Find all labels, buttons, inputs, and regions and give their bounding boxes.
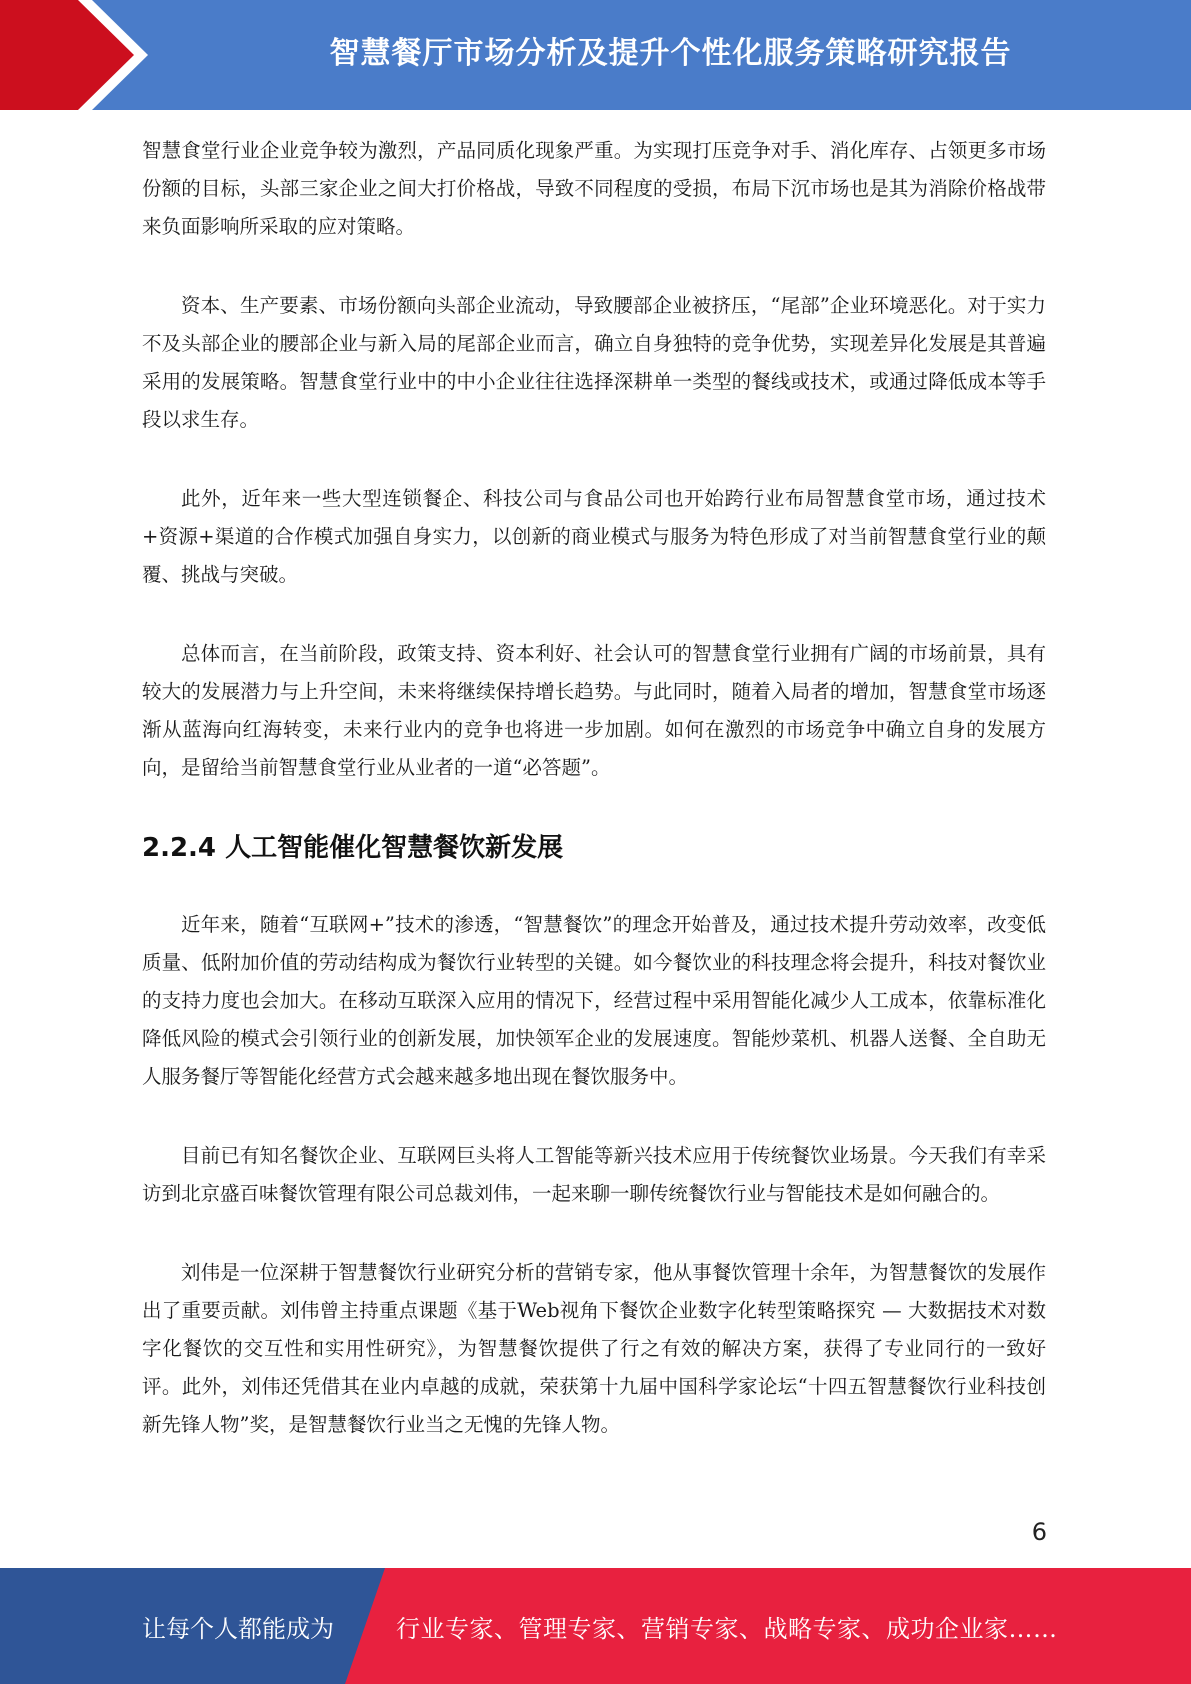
paragraph: 智慧食堂行业企业竞争较为激烈，产品同质化现象严重。为实现打压竞争对手、消化库存、占领更多市场份额的目标，头部三家企业之间大打价格战，导致不同程度的受损，布局下沉市场也是其为消除价格战带来负面影响所采取的应对策略。 (142, 139, 1046, 238)
paragraph: 近年来，随着“互联网+”技术的渗透，“智慧餐饮”的理念开始普及，通过技术提升劳动效率，改变低质量、低附加价值的劳动结构成为餐饮行业转型的关键。如今餐饮业的科技理念将会提升，科技对餐饮业的支持力度也会加大。在移动互联深入应用的情况下，经营过程中采用智能化减少人工成本，依靠标准化降低风险的模式会引领行业的创新发展，加快领军企业的发展速度。智能炒菜机、机器人送餐、全自助无人服务餐厅等智能化经营方式会越来越多地出现在餐饮服务中。 (142, 913, 1046, 1088)
page-number: 6 (1031, 1518, 1047, 1546)
paragraph: 资本、生产要素、市场份额向头部企业流动，导致腰部企业被挤压，“尾部”企业环境恶化。对于实力不及头部企业的腰部企业与新入局的尾部企业而言，确立自身独特的竞争优势，实现差异化发展是其普遍采用的发展策略。智慧食堂行业中的中小企业往往选择深耕单一类型的餐线或技术，或通过降低成本等手段以求生存。 (142, 294, 1046, 431)
document-body (142, 132, 1046, 1485)
paragraph: 总体而言，在当前阶段，政策支持、资本利好、社会认可的智慧食堂行业拥有广阔的市场前景，具有较大的发展潜力与上升空间，未来将继续保持增长趋势。与此同时，随着入局者的增加，智慧食堂市场逐渐从蓝海向红海转变，未来行业内的竞争也将进一步加剧。如何在激烈的市场竞争中确立自身的发展方向，是留给当前智慧食堂行业从业者的一道“必答题”。 (142, 642, 1046, 779)
header-chevron-decoration (0, 0, 160, 110)
paragraph: 此外，近年来一些大型连锁餐企、科技公司与食品公司也开始跨行业布局智慧食堂市场，通过技术+资源+渠道的合作模式加强自身实力，以创新的商业模式与服务为特色形成了对当前智慧食堂行业的颠覆、挑战与突破。 (142, 487, 1046, 586)
page-footer (0, 1568, 1191, 1684)
section-heading: 2.2.4 人工智能催化智慧餐饮新发展 (142, 833, 564, 863)
paragraph: 目前已有知名餐饮企业、互联网巨头将人工智能等新兴技术应用于传统餐饮业场景。今天我们有幸采访到北京盛百味餐饮管理有限公司总裁刘伟，一起来聊一聊传统餐饮行业与智能技术是如何融合的。 (142, 1144, 1046, 1205)
footer-slogan-right: 行业专家、管理专家、营销专家、战略专家、成功企业家…… (396, 1614, 1058, 1643)
page-header (0, 0, 1191, 110)
report-title: 智慧餐厅市场分析及提升个性化服务策略研究报告 (329, 36, 1012, 71)
paragraph: 刘伟是一位深耕于智慧餐饮行业研究分析的营销专家，他从事餐饮管理十余年，为智慧餐饮的发展作出了重要贡献。刘伟曾主持重点课题《基于Web视角下餐饮企业数字化转型策略探究 — 大数据技术对数字化餐饮的交互性和实用性研究》，为智慧餐饮提供了行之有效的解决方案，获得了专业同行的一致好评。此外，刘伟还凭借其在业内卓越的成就，荣获第十九届中国科学家论坛“十四五智慧餐饮行业科技创新先锋人物”奖，是智慧餐饮行业当之无愧的先锋人物。 (142, 1261, 1046, 1436)
footer-slogan-left: 让每个人都能成为 (142, 1614, 334, 1643)
